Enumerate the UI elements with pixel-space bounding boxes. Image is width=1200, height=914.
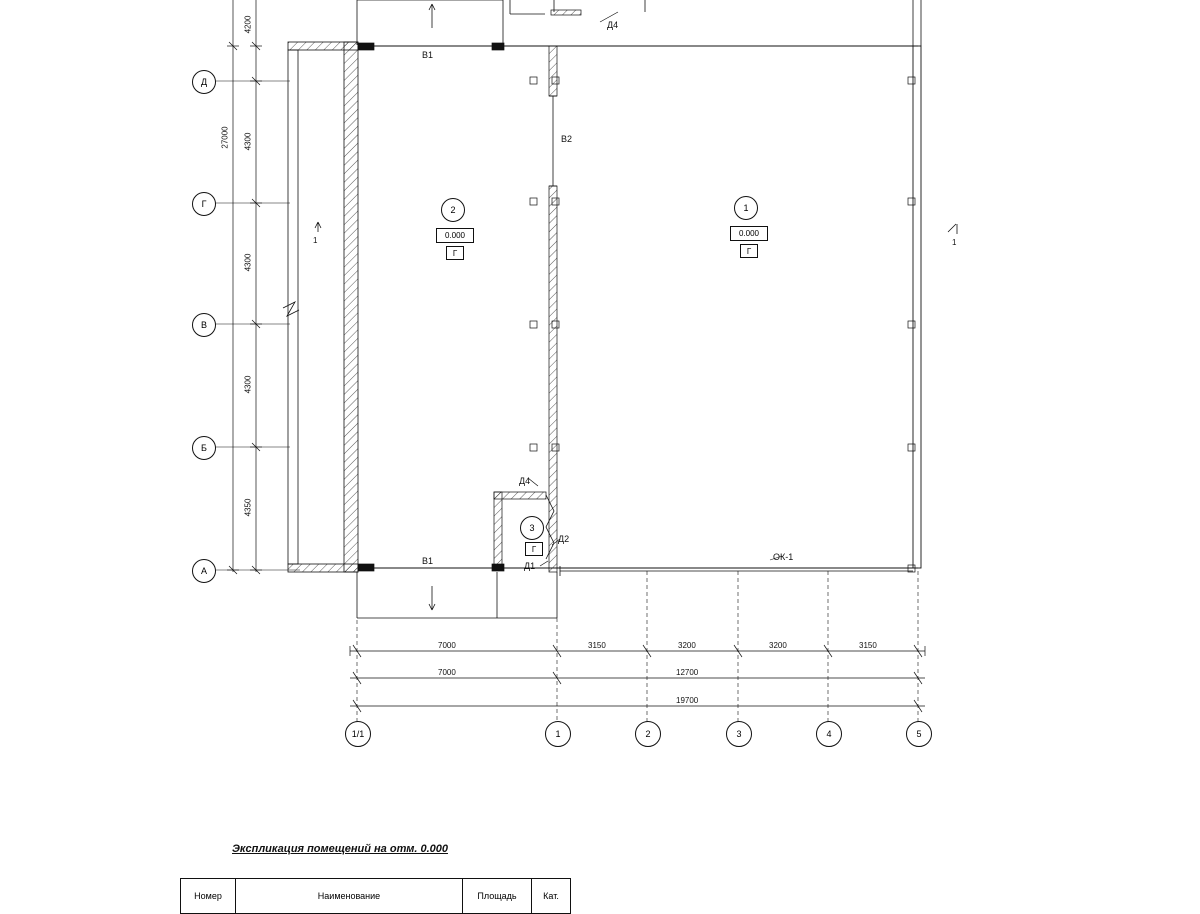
annotation-d2: Д2 bbox=[558, 534, 570, 544]
table-header-area: Площадь bbox=[463, 879, 532, 914]
axis-bubble-g[interactable]: Г bbox=[192, 192, 216, 216]
room-schedule-table bbox=[180, 878, 571, 914]
annotation-ok-1: ОК-1 bbox=[773, 552, 794, 562]
section-mark-left: 1 bbox=[313, 236, 318, 245]
dimension-3150-left: 3150 bbox=[588, 641, 606, 650]
annotation-d4-bottom: Д4 bbox=[519, 476, 531, 486]
table-header-name: Наименование bbox=[236, 879, 463, 914]
dimension-vertical-4200: 4200 bbox=[243, 15, 253, 34]
table-header-row bbox=[181, 879, 571, 914]
dimension-vertical-total-27000: 27000 bbox=[220, 126, 230, 149]
dimension-vertical-4300-2: 4300 bbox=[243, 253, 253, 272]
dimension-vertical-4350: 4350 bbox=[243, 498, 253, 517]
dimension-3200-left: 3200 bbox=[678, 641, 696, 650]
axis-bubble-v[interactable]: В bbox=[192, 313, 216, 337]
dimension-19700-row3: 19700 bbox=[676, 696, 699, 705]
table-header-category: Кат. bbox=[532, 879, 571, 914]
annotation-v1-bottom: В1 bbox=[422, 556, 434, 566]
room-category-1: Г bbox=[740, 244, 758, 258]
room-category-3: Г bbox=[525, 542, 543, 556]
axis-bubble-b[interactable]: Б bbox=[192, 436, 216, 460]
axis-bubble-2[interactable]: 2 bbox=[635, 721, 661, 747]
dimension-vertical-4300-3: 4300 bbox=[243, 375, 253, 394]
annotation-d1: Д1 bbox=[524, 561, 536, 571]
dimension-3200-right: 3200 bbox=[769, 641, 787, 650]
annotation-d4-top: Д4 bbox=[607, 20, 619, 30]
axis-bubble-5[interactable]: 5 bbox=[906, 721, 932, 747]
dimension-3150-right: 3150 bbox=[859, 641, 877, 650]
room-tag-1[interactable]: 1 bbox=[734, 196, 758, 220]
axis-bubble-3[interactable]: 3 bbox=[726, 721, 752, 747]
axis-bubble-1[interactable]: 1 bbox=[545, 721, 571, 747]
dimension-12700-row2: 12700 bbox=[676, 668, 699, 677]
dimension-7000-row2: 7000 bbox=[438, 668, 456, 677]
section-mark-right: 1 bbox=[952, 238, 957, 247]
room-tag-3[interactable]: 3 bbox=[520, 516, 544, 540]
annotation-v1-top: В1 bbox=[422, 50, 434, 60]
room-level-2: 0.000 bbox=[436, 228, 474, 243]
room-category-2: Г bbox=[446, 246, 464, 260]
axis-bubble-d[interactable]: Д bbox=[192, 70, 216, 94]
annotation-v2: В2 bbox=[561, 134, 573, 144]
dimension-7000-row1: 7000 bbox=[438, 641, 456, 650]
table-title: Экспликация помещений на отм. 0.000 bbox=[232, 843, 448, 855]
axis-bubble-a[interactable]: А bbox=[192, 559, 216, 583]
room-tag-2[interactable]: 2 bbox=[441, 198, 465, 222]
axis-bubble-1-1[interactable]: 1/1 bbox=[345, 721, 371, 747]
axis-bubble-4[interactable]: 4 bbox=[816, 721, 842, 747]
table-header-number: Номер bbox=[181, 879, 236, 914]
room-level-1: 0.000 bbox=[730, 226, 768, 241]
dimension-vertical-4300-1: 4300 bbox=[243, 132, 253, 151]
